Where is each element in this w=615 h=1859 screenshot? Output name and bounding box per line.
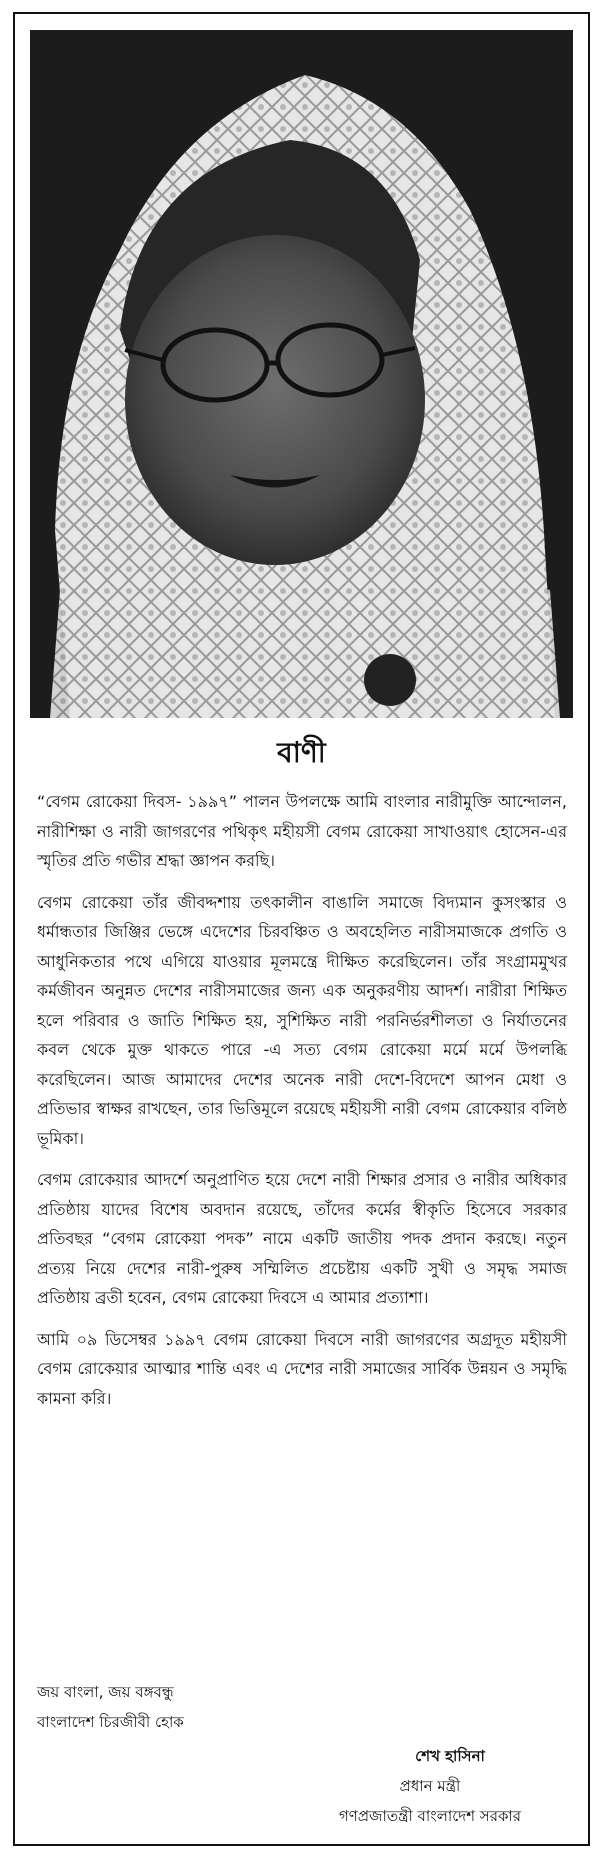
signature-block xyxy=(280,1741,580,1831)
portrait-photo xyxy=(30,30,573,718)
message-paragraph: বেগম রোকেয়ার আদর্শে অনুপ্রাণিত হয়ে দেশে নারী শিক্ষার প্রসার ও নারীর অধিকার প্রতিষ্ঠায় যাদের বিশেষ অবদান রয়েছে, তাঁদের কর্মের স্বীকৃতি হিসেবে সরকার প্রতিবছর “বেগম রোকেয়া পদক” নামে একটি জাতীয় পদক প্রদান করছে। নতুন প্রত্যয় নিয়ে দেশের নারী-পুরুষ সম্মিলিত প্রচেষ্টায় একটি সুখী ও সমৃদ্ধ সমাজ প্রতিষ্ঠায় ব্রতী হবেন, বেগম রোকেয়া দিবসে এ আমার প্রত্যাশা। xyxy=(37,1170,567,1307)
signatory-office: গণপ্রজাতন্ত্রী বাংলাদেশ সরকার xyxy=(338,1807,522,1825)
message-title: বাণী xyxy=(277,736,326,769)
portrait-image xyxy=(30,30,573,718)
closing-slogans xyxy=(37,1677,337,1737)
closing-line: জয় বাংলা, জয় বঙ্গবন্ধু xyxy=(37,1683,174,1701)
message-paragraph: বেগম রোকেয়া তাঁর জীবদ্দশায় তৎকালীন বাঙালি সমাজে বিদ্যমান কুসংস্কার ও ধর্মান্ধতার জিঞ্জির ভেঙ্গে এদেশের চিরবঞ্চিত ও অবহেলিত নারীসমাজকে প্রগতি ও আধুনিকতার পথে এগিয়ে যাওয়ার মূলমন্ত্রে দীক্ষিত করেছিলেন। তাঁর সংগ্রামমুখর কর্মজীবন অনুন্নত দেশের নারীসমাজের জন্য এক অনুকরণীয় আদর্শ। নারীরা শিক্ষিত হলে পরিবার ও জাতি শিক্ষিত হয়, সুশিক্ষিত নারী পরনির্ভরশীলতা ও নির্যাতনের কবল থেকে মুক্ত থাকতে পারে -এ সত্য বেগম রোকেয়া মর্মে মর্মে উপলব্ধি করেছিলেন। আজ আমাদের দেশের অনেক নারী দেশে-বিদেশে আপন মেধা ও প্রতিভার স্বাক্ষর রাখছেন, তার ভিত্তিমূলে রয়েছে মহীয়সী নারী বেগম রোকেয়ার বলিষ্ঠ ভূমিকা। xyxy=(37,892,567,1148)
message-frame xyxy=(13,12,590,1846)
closing-line: বাংলাদেশ চিরজীবী হোক xyxy=(37,1713,184,1731)
message-body xyxy=(37,787,567,1425)
signatory-designation: প্রধান মন্ত্রী xyxy=(399,1777,461,1795)
message-paragraph: “বেগম রোকেয়া দিবস- ১৯৯৭” পালন উপলক্ষে আমি বাংলার নারীমুক্তি আন্দোলন, নারীশিক্ষা ও নারী জাগরণের পথিকৃৎ মহীয়সী বেগম রোকেয়া সাখাওয়াৎ হোসেন-এর স্মৃতির প্রতি গভীর শ্রদ্ধা জ্ঞাপন করছি। xyxy=(37,792,567,870)
message-paragraph: আমি ০৯ ডিসেম্বর ১৯৯৭ বেগম রোকেয়া দিবসে নারী জাগরণের অগ্রদূত মহীয়সী বেগম রোকেয়ার আত্মার শান্তি এবং এ দেশের নারী সমাজের সার্বিক উন্নয়ন ও সমৃদ্ধি কামনা করি। xyxy=(37,1329,567,1408)
signatory-name: শেখ হাসিনা xyxy=(415,1747,485,1765)
